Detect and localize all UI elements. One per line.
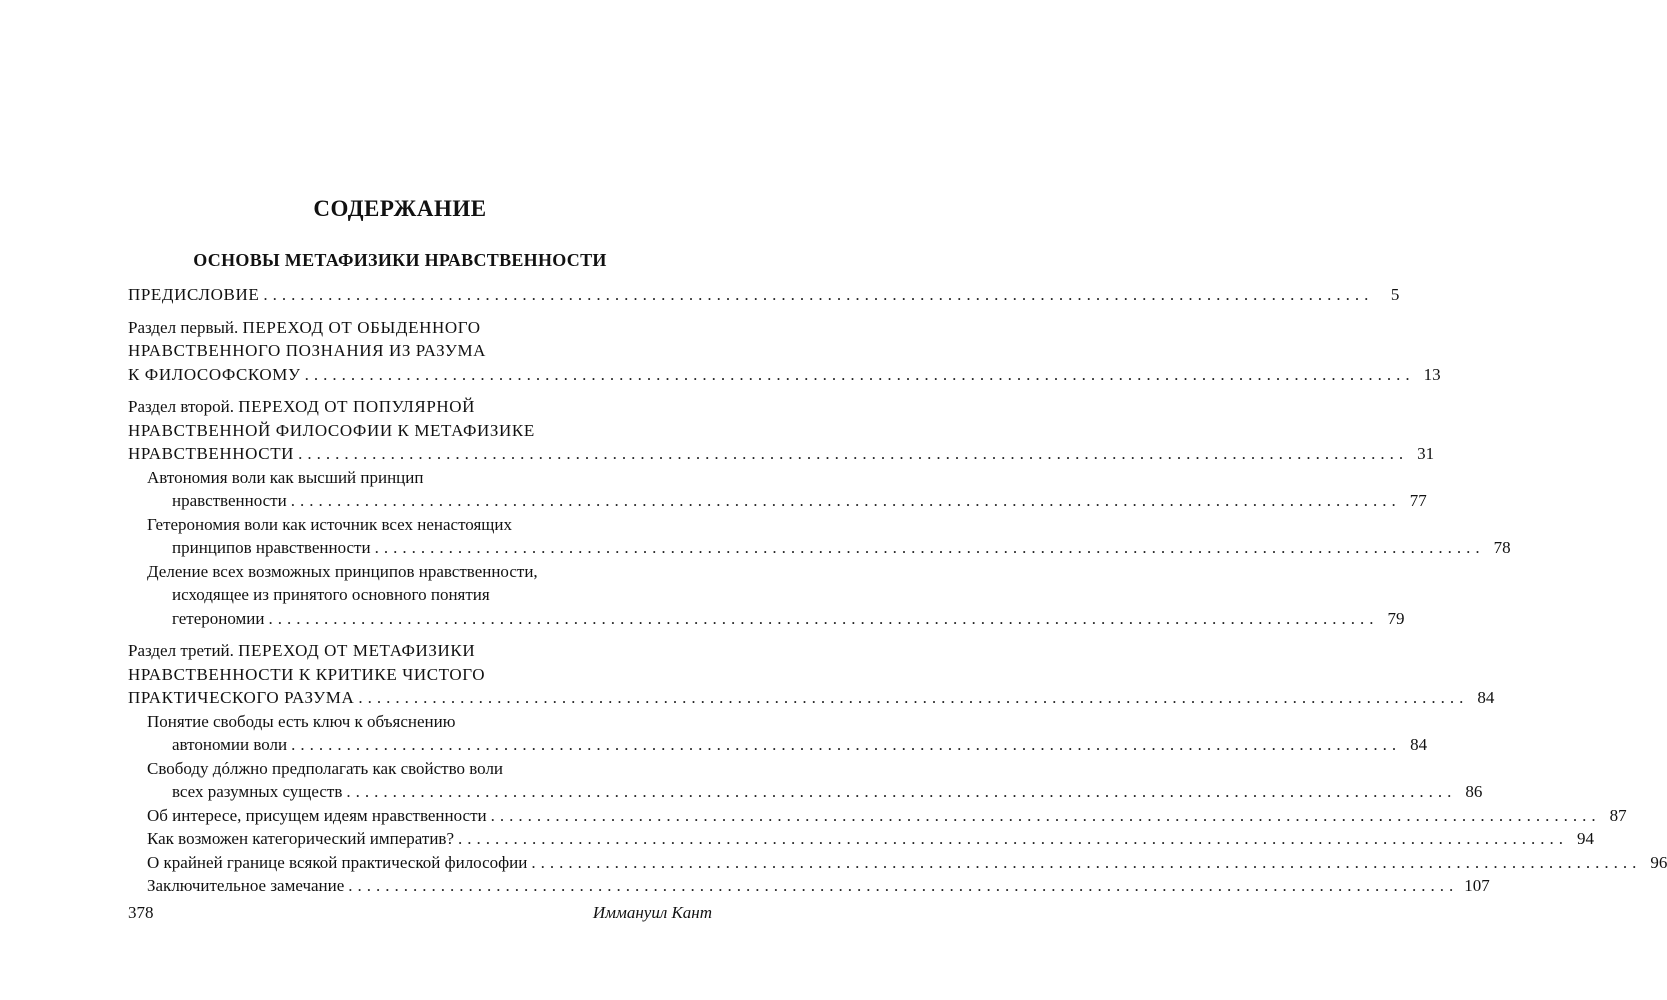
toc-page-number: 84 (1410, 735, 1428, 754)
dot-leader: ........................................................................................................................ (291, 735, 1402, 754)
running-author: Иммануил Кант (592, 903, 712, 922)
dot-leader: ........................................................................................................................ (374, 538, 1485, 557)
book-title: ОСНОВЫ МЕТАФИЗИКИ НРАВСТВЕННОСТИ (193, 250, 607, 270)
dot-leader: ........................................................................................................................ (490, 805, 1601, 825)
dot-leader: ........................................................................................................................ (358, 688, 1469, 707)
toc-page-number: 87 (1609, 805, 1627, 825)
toc-subentry[interactable] (128, 851, 1667, 875)
section-title-line: ПРАКТИЧЕСКОГО РАЗУМА (128, 688, 355, 707)
toc-page-number: 86 (1465, 782, 1483, 801)
subentry-line: автономии воли (172, 735, 288, 754)
section-title-line: НРАВСТВЕННОЙ ФИЛОСОФИИ К МЕТАФИЗИКЕ (128, 420, 535, 440)
toc-entry-title: ПРЕДИСЛОВИЕ (128, 285, 260, 304)
toc-page-number: 77 (1409, 491, 1427, 510)
dot-leader: ........................................................................................................................ (348, 876, 1459, 895)
subentry-line: гетерономии (172, 608, 265, 628)
subentry-line: Заключительное замечание (147, 876, 345, 895)
subentry-line: Об интересе, присущем идеям нравственности (147, 805, 487, 825)
toc-page-number: 78 (1493, 538, 1511, 557)
toc-page-number: 79 (1387, 608, 1405, 628)
subentry-line: нравственности (172, 491, 287, 510)
page-title: СОДЕРЖАНИЕ (313, 196, 487, 221)
toc-subentry[interactable] (128, 827, 1595, 851)
toc-page-number: 96 (1650, 852, 1667, 872)
dot-leader: ........................................................................................................................ (263, 285, 1374, 304)
section-title-line: НРАВСТВЕННОСТИ К КРИТИКЕ ЧИСТОГО (128, 664, 486, 684)
subentry-line: всех разумных существ (172, 782, 343, 801)
toc-page-number: 107 (1464, 876, 1490, 895)
subentry-line: Как возможен категорический императив? (147, 829, 455, 848)
page-number: 378 (128, 903, 154, 922)
toc-subentry[interactable] (128, 710, 1428, 757)
toc-page-number: 94 (1577, 829, 1595, 848)
subentry-line: исходящее из принятого основного понятия (172, 585, 490, 604)
toc-subentry[interactable] (128, 560, 1405, 631)
toc-page-number: 31 (1417, 444, 1435, 463)
dot-leader: ........................................................................................................................ (290, 491, 1401, 510)
section-prefix: Раздел первый. (128, 317, 239, 337)
section-prefix: Раздел третий. (128, 641, 234, 660)
dot-leader: ........................................................................................................................ (304, 364, 1415, 384)
toc-subentry[interactable] (128, 757, 1483, 804)
toc-subentry[interactable] (128, 804, 1627, 828)
toc-page-number: 84 (1477, 688, 1495, 707)
dot-leader: ........................................................................................................................ (298, 444, 1409, 463)
toc-section-2[interactable] (128, 395, 1435, 466)
toc-subentry[interactable] (128, 513, 1511, 560)
toc-subentry[interactable] (128, 466, 1427, 513)
subentry-line: Гетерономия воли как источник всех ненастоящих (147, 514, 512, 534)
toc-entry-preface[interactable] (128, 283, 1400, 307)
subentry-line: Автономия воли как высший принцип (147, 467, 424, 487)
section-title-line: К ФИЛОСОФСКОМУ (128, 364, 301, 384)
section-title-line: ПЕРЕХОД ОТ МЕТАФИЗИКИ (238, 641, 476, 660)
table-of-contents (128, 283, 1667, 898)
dot-leader: ........................................................................................................................ (346, 782, 1457, 801)
dot-leader: ........................................................................................................................ (268, 608, 1379, 628)
toc-page-number: 13 (1423, 364, 1441, 384)
toc-section-3[interactable] (128, 639, 1495, 710)
toc-page-number: 5 (1390, 285, 1400, 304)
toc-subentry[interactable] (128, 874, 1490, 898)
toc-section-1[interactable] (128, 316, 1441, 387)
subentry-line: О крайней границе всякой практической философии (147, 852, 528, 872)
subentry-line: Деление всех возможных принципов нравственности, (147, 561, 538, 581)
subentry-line: Свободу дóлжно предполагать как свойство воли (147, 758, 504, 778)
dot-leader: ........................................................................................................................ (458, 829, 1569, 848)
section-title-line: НРАВСТВЕННОГО ПОЗНАНИЯ ИЗ РАЗУМА (128, 341, 487, 360)
section-title-line: НРАВСТВЕННОСТИ (128, 444, 295, 463)
section-prefix: Раздел второй. (128, 397, 234, 416)
dot-leader: ........................................................................................................................ (531, 852, 1642, 872)
page-footer (128, 903, 712, 923)
subentry-line: принципов нравственности (172, 538, 371, 557)
subentry-line: Понятие свободы есть ключ к объяснению (147, 711, 456, 731)
section-title-line: ПЕРЕХОД ОТ ПОПУЛЯРНОЙ (238, 397, 476, 416)
section-title-line: ПЕРЕХОД ОТ ОБЫДЕННОГО (242, 317, 481, 337)
